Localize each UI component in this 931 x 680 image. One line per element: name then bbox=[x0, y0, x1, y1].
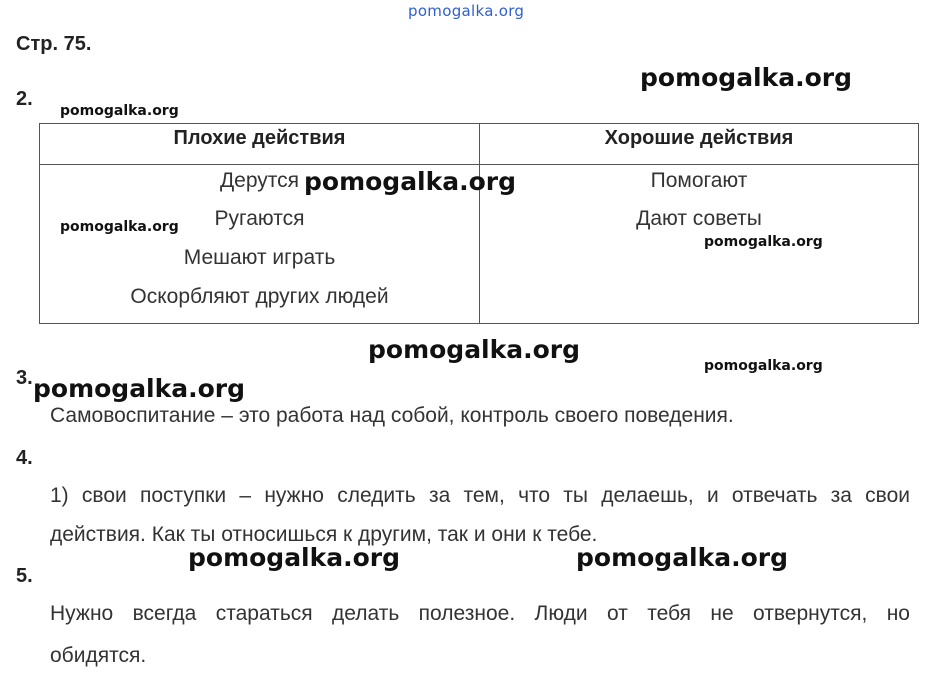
page-title: Стр. 75. bbox=[16, 33, 92, 55]
task-number-3: 3. bbox=[16, 367, 33, 389]
task4-answer-line: действия. Как ты относишься к другим, так и они к тебе. bbox=[50, 523, 598, 546]
watermark: pomogalka.org bbox=[304, 167, 517, 196]
task-number-4: 4. bbox=[16, 447, 33, 469]
task-number-2: 2. bbox=[16, 88, 33, 110]
watermark: pomogalka.org bbox=[640, 63, 853, 92]
top-watermark: pomogalka.org bbox=[408, 2, 525, 20]
table-header-divider bbox=[40, 164, 918, 165]
header-bad-actions: Плохие действия bbox=[173, 127, 346, 149]
watermark: pomogalka.org bbox=[60, 219, 179, 235]
good-action-item: Помогают bbox=[650, 169, 748, 192]
bad-action-item: Мешают играть bbox=[183, 246, 336, 269]
watermark: pomogalka.org bbox=[368, 335, 581, 364]
bad-action-item: Дерутся bbox=[219, 169, 300, 192]
watermark: pomogalka.org bbox=[188, 543, 401, 572]
watermark: pomogalka.org bbox=[704, 234, 823, 250]
watermark: pomogalka.org bbox=[576, 543, 789, 572]
task3-answer: Самовоспитание – это работа над собой, контроль своего поведения. bbox=[50, 404, 734, 427]
bad-action-item: Ругаются bbox=[214, 207, 305, 230]
bad-action-item: Оскорбляют других людей bbox=[130, 285, 389, 308]
watermark: pomogalka.org bbox=[60, 103, 179, 119]
watermark: pomogalka.org bbox=[33, 374, 246, 403]
task-number-5: 5. bbox=[16, 565, 33, 587]
task5-answer-line: обидятся. bbox=[50, 644, 147, 667]
watermark: pomogalka.org bbox=[704, 358, 823, 374]
task4-answer-line: 1) свои поступки – нужно следить за тем, что ты делаешь, и отвечать за свои bbox=[50, 484, 910, 507]
good-action-item: Дают советы bbox=[636, 207, 762, 230]
task5-answer-line: Нужно всегда стараться делать полезное. Люди от тебя не отвернутся, но bbox=[50, 602, 910, 625]
header-good-actions: Хорошие действия bbox=[604, 127, 794, 149]
